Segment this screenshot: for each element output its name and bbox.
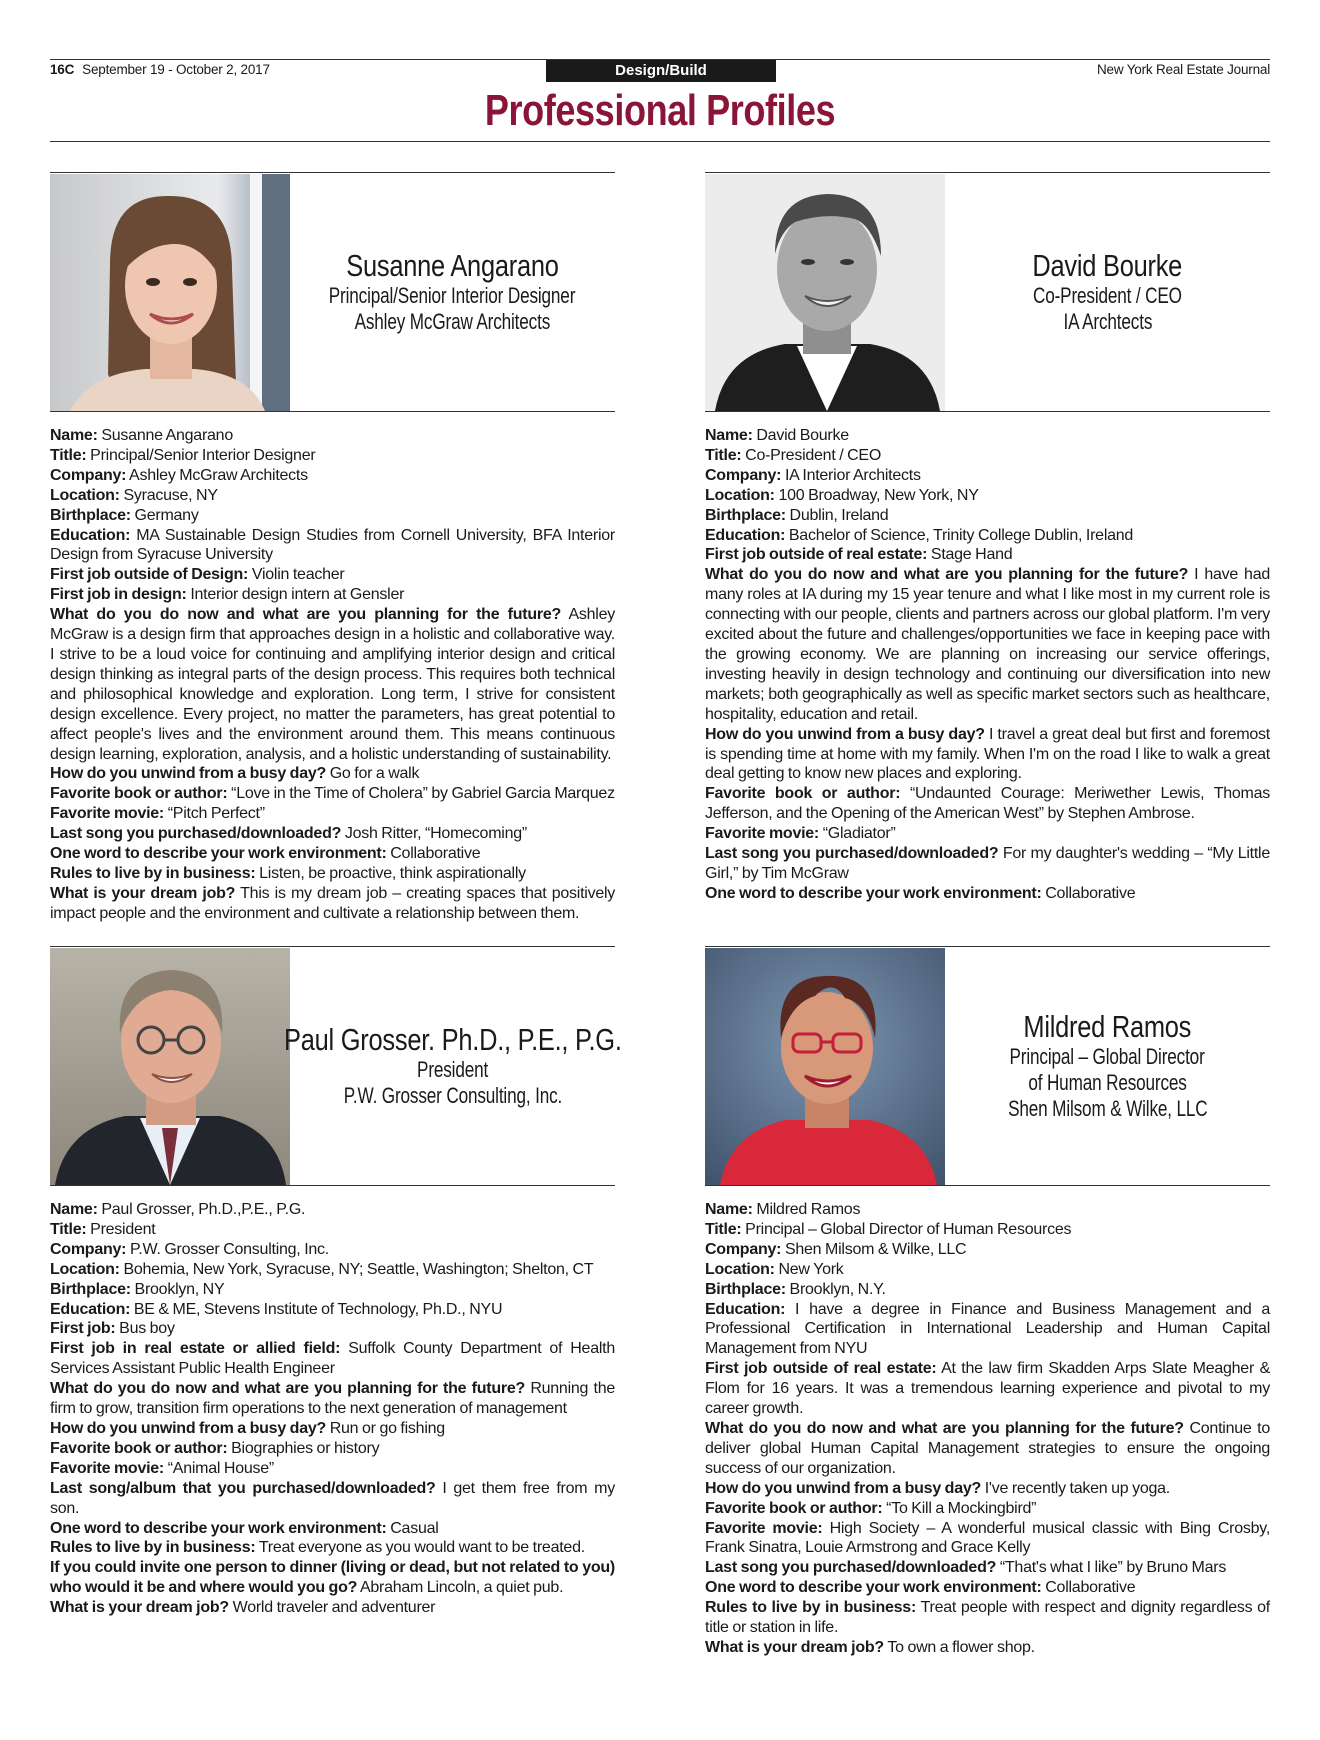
profile-paul-grosser	[50, 946, 622, 1618]
detail-favorite-book	[705, 784, 1270, 824]
detail-title	[50, 1220, 615, 1240]
field-label: What do you do now and what are you planning for the future?	[50, 606, 562, 624]
detail-favorite-book	[50, 784, 615, 804]
field-label: Education:	[50, 1300, 131, 1318]
publication-name: New York Real Estate Journal	[1097, 62, 1270, 77]
field-value: Suffolk County Department of Health Services Assistant Public Health Engineer	[50, 1340, 615, 1378]
detail-future	[705, 565, 1270, 724]
profile-title-line: Principal – Global Director	[1009, 1044, 1206, 1069]
profile-card	[705, 946, 1270, 1186]
field-value: Ashley McGraw is a design firm that approaches design in a holistic and collaborative way. I strive to be a loud voice for continuing and amplifying interior design and critical design thinking as integral parts of the design process. This requires both technical and philosophical knowledge and exploration. Long term, I strive for consistent design excellence. Every project, no matter the parameters, has great potential to affect people's lives and the environment around them. This means continuous design learning, exploration, analysis, and a holistic understanding of sustainability.	[50, 606, 616, 763]
field-value: Interior design intern at Gensler	[190, 586, 405, 604]
detail-unwind	[50, 764, 615, 784]
detail-education	[50, 526, 615, 566]
field-value: Running the firm to grow, transition firm operations to the next generation of management	[50, 1380, 615, 1418]
detail-unwind	[705, 1479, 1270, 1499]
field-value: “Love in the Time of Cholera” by Gabriel Garcia Marquez	[231, 785, 615, 803]
profile-heading	[283, 947, 622, 1185]
detail-birthplace	[705, 1280, 1270, 1300]
field-label: What do you do now and what are you planning for the future?	[705, 566, 1189, 584]
page-title: Professional Profiles	[484, 86, 836, 135]
field-value: Go for a walk	[329, 765, 420, 783]
field-value: Mildred Ramos	[756, 1201, 861, 1218]
detail-birthplace	[705, 506, 1270, 526]
detail-dream-job	[50, 1598, 615, 1618]
field-label: Location:	[50, 486, 120, 504]
field-label: Favorite movie:	[50, 1459, 165, 1477]
detail-favorite-movie	[50, 1459, 615, 1479]
profile-details	[705, 426, 1270, 904]
profile-title-line: Principal/Senior Interior Designer	[329, 283, 576, 308]
field-value: P.W. Grosser Consulting, Inc.	[129, 1240, 329, 1258]
field-value: Treat everyone as you would want to be treated.	[258, 1539, 585, 1557]
detail-last-song	[705, 1558, 1270, 1578]
field-label: How do you unwind from a busy day?	[50, 1419, 327, 1437]
field-value: I have had many roles at IA during my 15 year tenure and what I like most in my current role is connecting with our people, clients and partners across our global platform. I'm very excited about the future and challenges/opportunities we face in keeping pace with the growing economy. We are planning on increasing our service offerings, investing heavily in design technology and continuing our diversification into new markets; both geographically as well as specific market sectors such as healthcare, hospitality, education and retail.	[705, 566, 1271, 723]
field-label: Last song you purchased/downloaded?	[705, 1559, 997, 1577]
field-value: I get them free from my son.	[50, 1479, 615, 1517]
profile-name: Mildred Ramos	[1023, 1009, 1192, 1044]
field-value: MA Sustainable Design Studies from Cornell University, BFA Interior Design from Syracuse University	[50, 526, 616, 564]
profile-card	[50, 172, 615, 412]
detail-first-job-real-estate	[50, 1339, 615, 1379]
field-value: Abraham Lincoln, a quiet pub.	[359, 1579, 564, 1597]
field-label: Name:	[50, 427, 98, 444]
profile-company-line: IA Archtects	[1063, 309, 1152, 334]
profile-card	[705, 172, 1270, 412]
field-label: Company:	[705, 466, 782, 484]
field-label: Education:	[705, 1300, 786, 1318]
field-label: Favorite book or author:	[705, 785, 901, 803]
detail-first-job	[50, 565, 615, 585]
field-label: First job in real estate or allied field:	[50, 1340, 341, 1358]
detail-unwind	[705, 725, 1270, 785]
detail-first-job	[705, 545, 1270, 565]
field-value: Josh Ritter, “Homecoming”	[344, 825, 527, 843]
field-label: Company:	[705, 1240, 782, 1258]
field-label: Location:	[705, 486, 775, 504]
field-label: How do you unwind from a busy day?	[705, 725, 985, 743]
field-value: World traveler and adventurer	[232, 1599, 436, 1617]
profile-details	[705, 1200, 1270, 1658]
field-label: Title:	[705, 446, 742, 464]
field-label: Location:	[50, 1260, 120, 1278]
field-value: Germany	[134, 506, 199, 524]
field-value: “That's what I like” by Bruno Mars	[999, 1559, 1227, 1577]
detail-first-job	[50, 1319, 615, 1339]
detail-location	[50, 1260, 615, 1280]
detail-first-job	[705, 1359, 1270, 1419]
field-value: Collaborative	[390, 845, 481, 863]
profile-mildred-ramos	[705, 946, 1270, 1658]
field-label: Name:	[705, 427, 753, 444]
field-value: Principal/Senior Interior Designer	[90, 446, 316, 464]
detail-last-song	[705, 844, 1270, 884]
detail-one-word	[705, 884, 1270, 904]
field-value: “To Kill a Mockingbird”	[886, 1499, 1037, 1517]
folio	[50, 62, 270, 77]
detail-location	[705, 1260, 1270, 1280]
field-label: What is your dream job?	[50, 1599, 229, 1617]
detail-title	[705, 1220, 1270, 1240]
detail-company	[50, 466, 615, 486]
field-value: Syracuse, NY	[123, 486, 218, 504]
field-value: This is my dream job – creating spaces that positively impact people and the environment and cultivate a relationship between them.	[50, 884, 616, 922]
field-label: If you could invite one person to dinner (living or dead, but not related to you) who would it be and where would you go?	[50, 1559, 615, 1597]
headshot-photo	[705, 948, 945, 1185]
profile-company-line: Ashley McGraw Architects	[354, 309, 551, 334]
page-number: 16C	[50, 62, 75, 77]
field-label: Name:	[50, 1201, 98, 1218]
section-label: Design/Build	[546, 60, 776, 82]
detail-education	[705, 526, 1270, 546]
field-label: What is your dream job?	[705, 1638, 884, 1656]
detail-dream-job	[50, 884, 615, 924]
field-label: One word to describe your work environment:	[705, 1579, 1042, 1597]
field-value: President	[90, 1220, 156, 1238]
detail-one-word	[50, 844, 615, 864]
detail-title	[705, 446, 1270, 466]
field-value: Bachelor of Science, Trinity College Dublin, Ireland	[788, 526, 1134, 544]
detail-favorite-book	[50, 1439, 615, 1459]
field-value: Brooklyn, NY	[134, 1280, 225, 1298]
field-label: Birthplace:	[50, 506, 131, 524]
detail-favorite-movie	[705, 1519, 1270, 1559]
profile-details	[50, 1200, 615, 1618]
field-value: I travel a great deal but first and foremost is spending time at home with my family. When I'm on the road I like to walk a great deal getting to know new places and exploring.	[705, 725, 1270, 783]
detail-location	[50, 486, 615, 506]
field-value: Dublin, Ireland	[789, 506, 889, 524]
field-value: Stage Hand	[930, 546, 1013, 564]
field-label: Favorite movie:	[50, 805, 165, 823]
field-label: Title:	[705, 1220, 742, 1238]
profile-david-bourke	[705, 172, 1270, 904]
field-value: Principal – Global Director of Human Resources	[745, 1220, 1072, 1238]
detail-company	[705, 1240, 1270, 1260]
field-label: Favorite book or author:	[50, 1439, 228, 1457]
detail-birthplace	[50, 1280, 615, 1300]
profile-name: Paul Grosser. Ph.D., P.E., P.G.	[283, 1022, 622, 1057]
field-label: Last song you purchased/downloaded?	[50, 825, 342, 843]
field-label: One word to describe your work environment:	[50, 845, 387, 863]
field-value: 100 Broadway, New York, NY	[778, 486, 979, 504]
headshot-photo	[50, 174, 290, 411]
field-value: Bus boy	[119, 1320, 175, 1338]
profile-susanne-angarano	[50, 172, 615, 924]
profile-details	[50, 426, 615, 924]
field-label: First job outside of real estate:	[705, 546, 928, 564]
detail-one-word	[50, 1519, 615, 1539]
detail-company	[705, 466, 1270, 486]
detail-rules	[705, 1598, 1270, 1638]
detail-dinner-guest	[50, 1558, 615, 1598]
profile-title-line: Co-President / CEO	[1033, 283, 1182, 308]
profile-title-line-2: of Human Resources	[1028, 1070, 1187, 1095]
field-label: Location:	[705, 1260, 775, 1278]
field-value: Casual	[390, 1519, 439, 1537]
field-value: Violin teacher	[251, 566, 345, 584]
detail-title	[50, 446, 615, 466]
profile-heading	[945, 947, 1270, 1185]
field-value: IA Interior Architects	[784, 466, 921, 484]
profile-company-line: Shen Milsom & Wilke, LLC	[1007, 1096, 1208, 1121]
field-label: Rules to live by in business:	[50, 864, 256, 882]
detail-favorite-book	[705, 1499, 1270, 1519]
field-label: Name:	[705, 1201, 753, 1218]
field-value: Biographies or history	[231, 1439, 380, 1457]
issue-date-range: September 19 - October 2, 2017	[82, 62, 270, 77]
detail-rules	[50, 864, 615, 884]
field-value: Paul Grosser, Ph.D.,P.E., P.G.	[101, 1201, 306, 1218]
field-label: First job:	[50, 1320, 116, 1338]
detail-last-song	[50, 824, 615, 844]
field-label: Title:	[50, 446, 87, 464]
field-label: Title:	[50, 1220, 87, 1238]
field-label: Favorite movie:	[705, 1519, 823, 1537]
detail-name	[50, 426, 615, 446]
field-label: Birthplace:	[705, 506, 786, 524]
detail-first-job-design	[50, 585, 615, 605]
detail-future	[50, 605, 615, 764]
detail-name	[705, 1200, 1270, 1220]
profile-heading	[945, 173, 1270, 411]
detail-favorite-movie	[50, 804, 615, 824]
field-value: Run or go fishing	[329, 1419, 445, 1437]
profile-title-line: President	[416, 1057, 489, 1082]
field-value: David Bourke	[756, 427, 849, 444]
field-label: How do you unwind from a busy day?	[705, 1479, 982, 1497]
field-value: Treat people with respect and dignity regardless of title or station in life.	[705, 1599, 1270, 1637]
field-label: Birthplace:	[50, 1280, 131, 1298]
field-value: Collaborative	[1045, 1579, 1136, 1597]
field-label: First job outside of Design:	[50, 566, 249, 584]
detail-rules	[50, 1538, 615, 1558]
field-label: One word to describe your work environment:	[50, 1519, 387, 1537]
field-value: Susanne Angarano	[101, 427, 233, 444]
detail-education	[705, 1300, 1270, 1360]
detail-name	[705, 426, 1270, 446]
profile-name: David Bourke	[1032, 248, 1183, 283]
detail-unwind	[50, 1419, 615, 1439]
field-value: Bohemia, New York, Syracuse, NY; Seattle, Washington; Shelton, CT	[123, 1260, 594, 1278]
field-value: High Society – A wonderful musical classic with Bing Crosby, Frank Sinatra, Louie Armstrong and Grace Kelly	[705, 1519, 1271, 1557]
field-label: First job outside of real estate:	[705, 1360, 937, 1378]
field-value: New York	[778, 1260, 844, 1278]
title-rule	[50, 141, 1270, 142]
field-value: I've recently taken up yoga.	[984, 1479, 1170, 1497]
field-label: What do you do now and what are you planning for the future?	[705, 1419, 1184, 1437]
field-label: Rules to live by in business:	[705, 1599, 917, 1617]
field-value: Listen, be proactive, think aspirationally	[259, 864, 526, 882]
detail-birthplace	[50, 506, 615, 526]
field-value: “Gladiator”	[822, 825, 896, 843]
detail-future	[50, 1379, 615, 1419]
field-value: Continue to deliver global Human Capital Management strategies to ensure the ongoing success of our organization.	[705, 1419, 1271, 1477]
field-label: What is your dream job?	[50, 884, 236, 902]
field-label: Company:	[50, 1240, 127, 1258]
field-value: “Animal House”	[167, 1459, 274, 1477]
field-label: How do you unwind from a busy day?	[50, 765, 327, 783]
profile-name: Susanne Angarano	[346, 248, 559, 283]
field-label: Last song you purchased/downloaded?	[705, 845, 999, 863]
field-value: Ashley McGraw Architects	[129, 466, 308, 484]
detail-name	[50, 1200, 615, 1220]
field-label: First job in design:	[50, 586, 187, 604]
field-label: Birthplace:	[705, 1280, 786, 1298]
field-value: “Pitch Perfect”	[167, 805, 265, 823]
field-label: Favorite movie:	[705, 825, 820, 843]
profile-card	[50, 946, 622, 1186]
field-label: Rules to live by in business:	[50, 1539, 256, 1557]
detail-education	[50, 1300, 615, 1320]
field-label: Last song/album that you purchased/downloaded?	[50, 1479, 436, 1497]
field-value: Co-President / CEO	[745, 446, 882, 464]
detail-last-song	[50, 1479, 615, 1519]
field-label: Education:	[50, 526, 131, 544]
field-label: Favorite book or author:	[705, 1499, 883, 1517]
headshot-photo	[705, 174, 945, 411]
field-value: I have a degree in Finance and Business Management and a Professional Certification in International Leadership and Human Capital Management from NYU	[705, 1300, 1270, 1358]
field-label: What do you do now and what are you planning for the future?	[50, 1380, 525, 1398]
profile-heading	[290, 173, 615, 411]
detail-future	[705, 1419, 1270, 1479]
field-value: To own a flower shop.	[887, 1638, 1035, 1656]
headshot-photo	[50, 948, 290, 1185]
field-label: Education:	[705, 526, 786, 544]
detail-location	[705, 486, 1270, 506]
field-value: BE & ME, Stevens Institute of Technology, Ph.D., NYU	[133, 1300, 503, 1318]
masthead	[50, 60, 1270, 82]
field-label: Company:	[50, 466, 127, 484]
field-label: One word to describe your work environment:	[705, 884, 1042, 902]
profile-company-line: P.W. Grosser Consulting, Inc.	[343, 1083, 562, 1108]
field-value: For my daughter's wedding – “My Little Girl,” by Tim McGraw	[705, 845, 1271, 882]
field-label: Favorite book or author:	[50, 785, 228, 803]
detail-one-word	[705, 1578, 1270, 1598]
field-value: “Undaunted Courage: Meriwether Lewis, Thomas Jefferson, and the Opening of the American West” by Stephen Ambrose.	[705, 785, 1270, 823]
field-value: Collaborative	[1045, 884, 1136, 902]
detail-company	[50, 1240, 615, 1260]
field-value: At the law firm Skadden Arps Slate Meagher & Flom for 16 years. It was a tremendous learning experience and pivotal to my career growth.	[705, 1360, 1271, 1418]
detail-favorite-movie	[705, 824, 1270, 844]
field-value: Brooklyn, N.Y.	[789, 1280, 886, 1298]
field-value: Shen Milsom & Wilke, LLC	[784, 1240, 967, 1258]
detail-dream-job	[705, 1638, 1270, 1658]
